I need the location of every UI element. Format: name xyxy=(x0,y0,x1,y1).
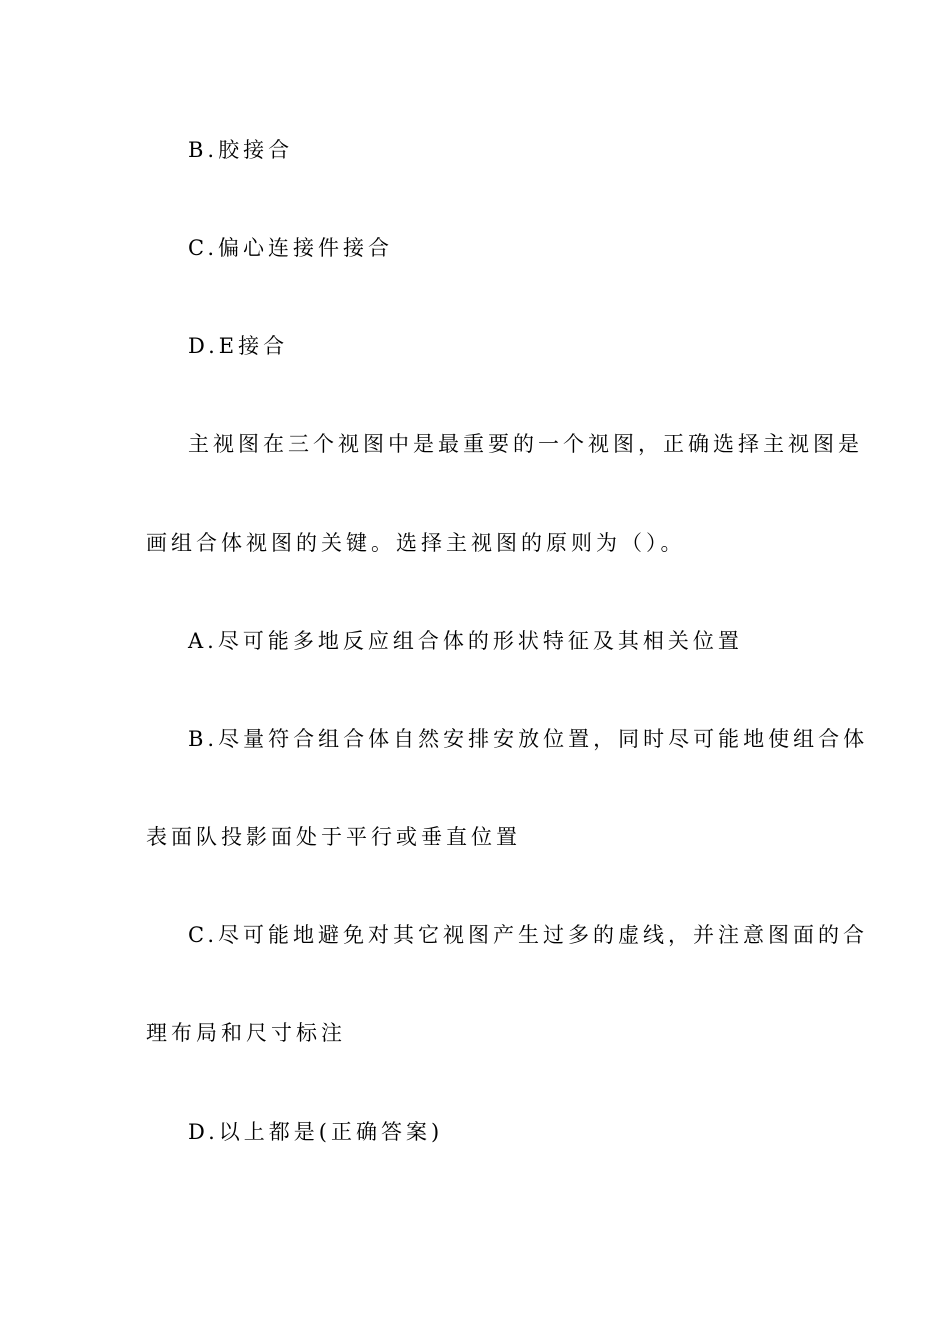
option-d-prev: D.E接合 xyxy=(188,334,289,358)
option-b-line-1: B.尽量符合组合体自然安排安放位置，同时尽可能地使组合体 xyxy=(188,727,869,751)
question-line-1: 主视图在三个视图中是最重要的一个视图，正确选择主视图是 xyxy=(188,432,863,456)
option-b-line-2: 表面队投影面处于平行或垂直位置 xyxy=(146,825,521,849)
option-a: A.尽可能多地反应组合体的形状特征及其相关位置 xyxy=(188,629,743,653)
option-d: D.以上都是(正确答案) xyxy=(188,1120,444,1144)
option-c-line-1: C.尽可能地避免对其它视图产生过多的虚线，并注意图面的合 xyxy=(188,923,868,947)
option-b-prev: B.胶接合 xyxy=(188,138,294,162)
option-c-line-2: 理布局和尺寸标注 xyxy=(146,1021,346,1045)
option-c-prev: C.偏心连接件接合 xyxy=(188,236,393,260)
question-line-2: 画组合体视图的关键。选择主视图的原则为（）。 xyxy=(146,531,686,555)
